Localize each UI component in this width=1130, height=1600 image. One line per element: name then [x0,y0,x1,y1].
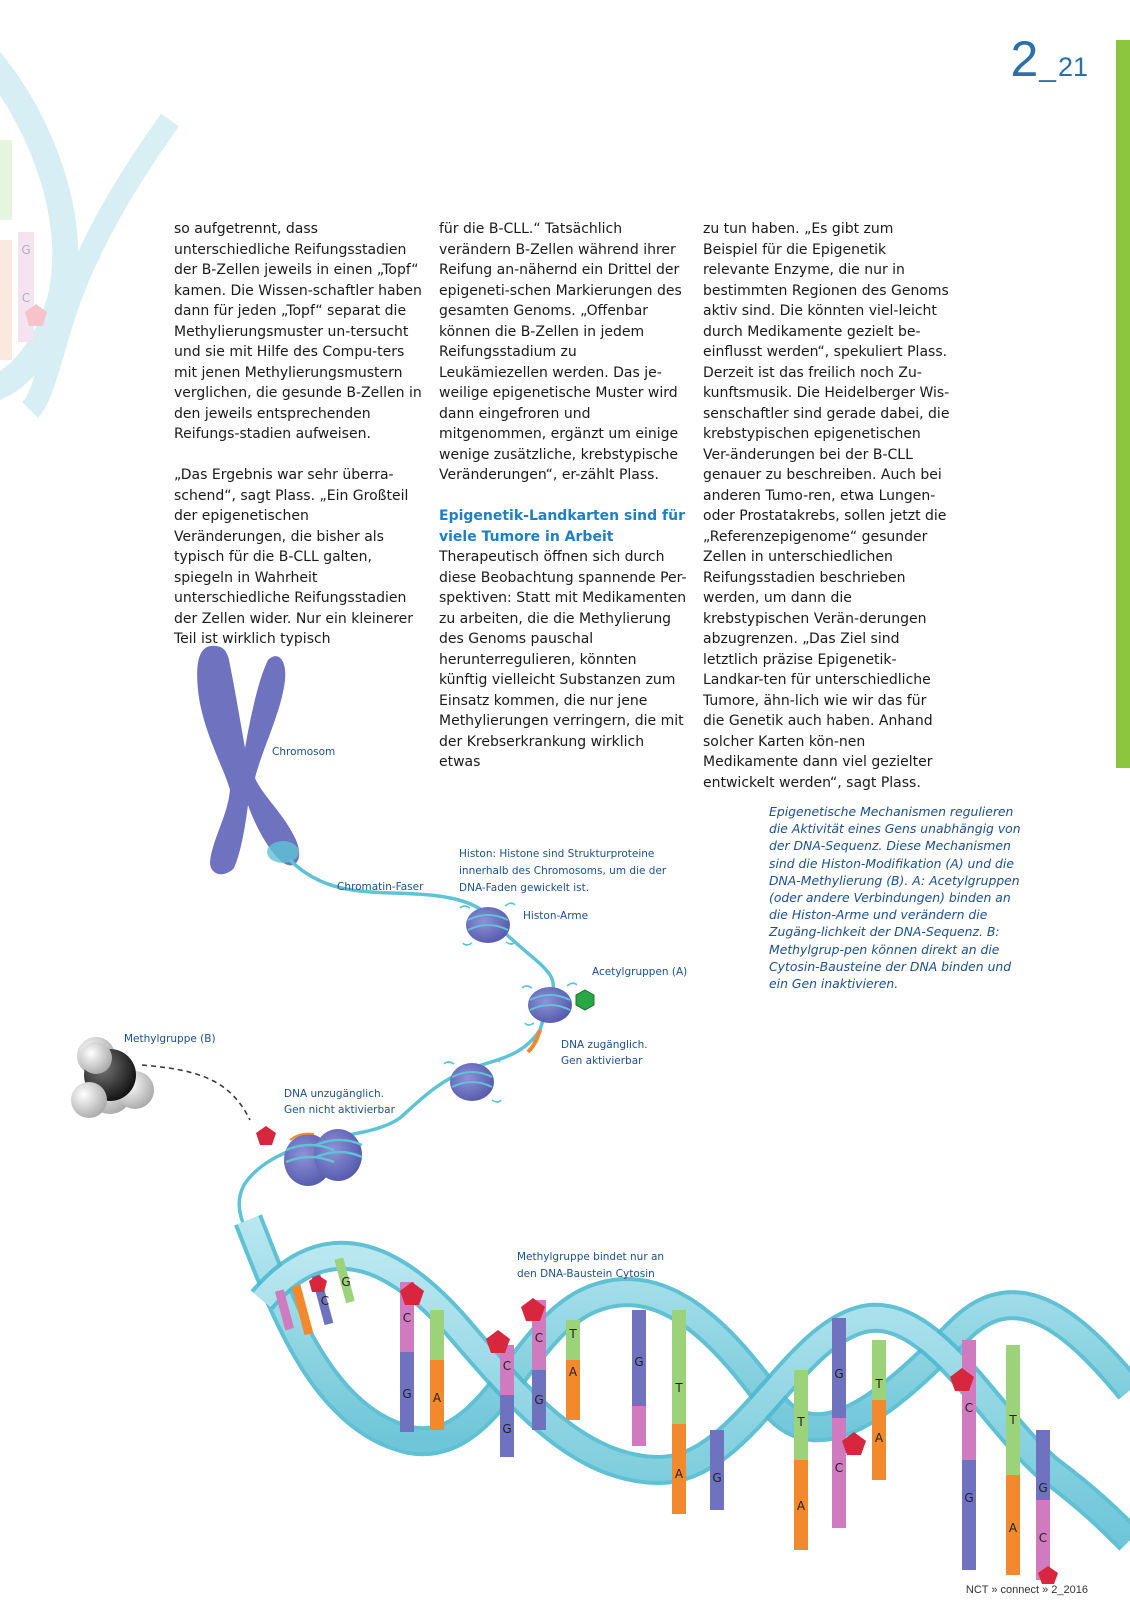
base-letter: C [834,1461,844,1475]
chromosome [197,646,299,874]
label-methyl-group: Methylgruppe (B) [124,1033,216,1045]
label-acetyl: Acetylgruppen (A) [592,966,688,978]
label-accessible-line2: Gen aktivierbar [561,1055,643,1067]
dna-base-g [962,1460,976,1570]
dna-base-t [1006,1345,1020,1475]
chapter-number: 2 [1010,31,1038,87]
base-letter: A [796,1499,806,1513]
background-base-green [0,140,12,220]
dna-base-g [710,1430,724,1510]
paragraph: „Das Ergebnis war sehr überra-schend“, sagt Plass. „Ein Großteil der epigenetischen Veränderungen, die bisher als typisch für die B-CLL galten, spiegeln in Wahrheit unterschiedliche Reifungsstadien der Zellen wider. Nur ein kleinerer Teil ist wirklich typisch [174,467,414,647]
paragraph: Therapeutisch öffnen sich durch diese Beobachtung spannende Per-spektiven: Statt mit Medikamenten zu arbeiten, die die Methylierung des Genoms pauschal herunterregulieren, könnten künftig vielleicht Substanzen zum Einsatz kommen, die nur jene Methylierungen verringern, die mit der Krebserkrankung wirklich etwas [439,549,687,770]
background-base-letter-g: G [21,243,31,257]
base-letter: T [569,1327,577,1341]
figure-caption: Epigenetische Mechanismen regulieren die Aktivität eines Gens unabhängig von der DNA-Sequenz. Diese Mechanismen sind die Histon-Modifikation (A) und die DNA-Methylierung (B). A: Acetylgruppen (oder andere Verbindungen) binden an die Histon-Arme und verändern die Zugäng-lichkeit der DNA-Sequenz. B: Methylgrup-pen können direkt an die Cytosin-Bausteine der DNA binden und ein Gen inaktivieren. [769,804,1021,992]
background-base-orange [0,240,12,360]
base-letter: G [502,1422,512,1436]
background-helix [0,60,170,410]
nucleosome-histone [460,903,515,945]
label-histone-line1: Histon: Histone sind Strukturproteine [459,848,655,860]
base-letter: A [432,1391,442,1405]
base-letter: A [568,1365,578,1379]
acetyl-group-hexagon [576,990,594,1010]
dna-base-t [672,1310,686,1424]
base-letter: G [402,1387,412,1401]
methyl-marker-on-histone [256,1126,276,1145]
label-histone-line2: innerhalb des Chromosoms, um die der [459,865,667,877]
base-letter-small: C [320,1294,330,1308]
base-letter-small: G [341,1275,351,1289]
base-letter: C [402,1311,412,1325]
label-binds-line2: den DNA-Baustein Cytosin [517,1268,655,1280]
base-letter: C [964,1401,974,1415]
article-column-3 [703,219,951,793]
base-letter: G [834,1367,844,1381]
paragraph: zu tun haben. „Es gibt zum Beispiel für die Epigenetik relevante Enzyme, die nur in bestimmten Regionen des Genoms aktiv sind. Die könnten viel-leicht durch Medikamente gezielt be-einflusst werden“, spekuliert Plass. Derzeit ist das freilich noch Zu-kunftsmusik. Die Heidelberger Wis-senschaftler sind gerade dabei, die krebstypischen epigenetischen Ver-änderungen bei der B-CLL genauer zu beschreiben. Auch bei anderen Tumo-ren, etwa Lungen- oder Prostatakrebs, sollen jetzt die „Referenzepigenome“ gesunder Zellen in unterschiedlichen Reifungsstadien beschrieben werden, um dann die krebstypischen Verän-derungen abzugrenzen. „Das Ziel sind letztlich präzise Epigenetik-Landkar-ten für unterschiedliche Tumore, ähn-lich wie wir das für die Genetik auch haben. Anhand solcher Karten kön-nen Medikamente dann viel gezielter entwickelt werden“, sagt Plass. [703,221,950,791]
paragraph: so aufgetrennt, dass unterschiedliche Reifungsstadien der B-Zellen jeweils in einen „Topf“ kamen. Die Wissen-schaftler haben dann für jeden „Topf“ separat die Methylierungsmuster un-tersucht und sie mit Hilfe des Compu-ters mit jenen Methylierungsmustern verglichen, die gesunde B-Zellen in den jeweils entsprechenden Reifungs-stadien aufweisen. [174,221,422,442]
label-chromatin-fiber: Chromatin-Faser [337,881,424,893]
label-histone-arms: Histon-Arme [523,910,589,922]
label-inaccessible-line1: DNA unzugänglich. [284,1088,384,1100]
methyl-group-path [142,1065,250,1120]
nucleosome-acetylated [522,983,594,1025]
label-histone-line3: DNA-Faden gewickelt ist. [459,882,590,894]
page-number-separator: _ [1039,50,1056,83]
base-letter: T [1009,1413,1017,1427]
base-letter: T [797,1415,805,1429]
base-letter: G [634,1355,644,1369]
base-letter: G [712,1471,722,1485]
paragraph: für die B-CLL.“ Tatsächlich verändern B-Zellen während ihrer Reifung an-nähernd ein Drittel der epigeneti-schen Markierungen des gesamten Genoms. „Offenbar können die B-Zellen in jedem Reifungsstadium zu Leukämiezellen werden. Das je-weilige epigenetische Muster wird dann eingefroren und mitgenommen, ergänzt um einige wenige zusätzliche, krebstypische Veränderungen“, er-zählt Plass. [439,221,682,483]
chromosome-telomere [267,841,299,863]
footer-text: NCT » connect » 2_2016 [965,1584,1088,1596]
base-letter: G [964,1491,974,1505]
base-letter: A [874,1431,884,1445]
methyl-group-molecule [71,1037,154,1118]
base-letter: A [674,1467,684,1481]
label-binds-line1: Methylgruppe bindet nur an [517,1251,665,1263]
base-letter: C [502,1359,512,1373]
base-letter: T [675,1381,683,1395]
label-inaccessible-line2: Gen nicht aktivierbar [284,1104,395,1116]
label-chromosom: Chromosom [272,746,336,758]
nucleosome-middle [444,1060,501,1102]
article-column-2 [439,219,687,773]
background-base-letter-c: C [21,291,31,305]
article-column-1 [174,219,422,650]
base-letter: G [1038,1481,1048,1495]
dna-helix [248,1220,1130,1584]
label-accessible-line1: DNA zugänglich. [561,1039,648,1051]
dna-base-green [430,1310,444,1360]
base-letter: C [1038,1531,1048,1545]
nucleosome-methylated-pair [256,1126,362,1186]
page-number-value: 21 [1057,52,1088,82]
base-letter: C [534,1331,544,1345]
base-letter: A [1008,1521,1018,1535]
dna-base-pink [632,1406,646,1446]
base-letter: T [875,1377,883,1391]
dna-base-c [962,1340,976,1460]
base-letter: G [534,1393,544,1407]
section-heading: Epigenetik-Landkarten sind für viele Tumore in Arbeit [439,508,685,545]
dna-base-t [872,1340,886,1400]
